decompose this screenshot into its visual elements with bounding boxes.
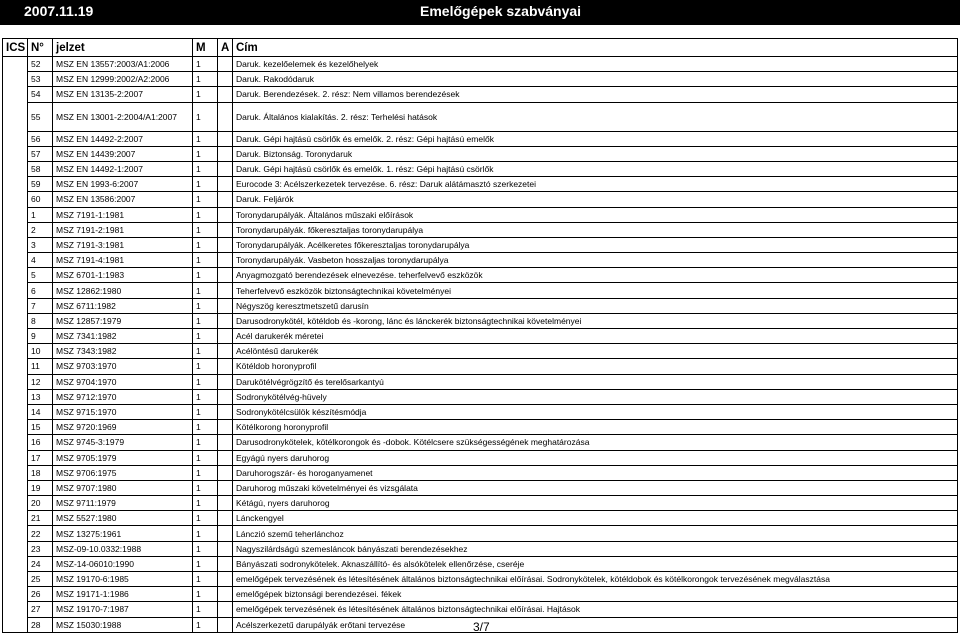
row-a bbox=[218, 344, 233, 359]
row-a bbox=[218, 602, 233, 617]
header-number: N° bbox=[28, 39, 53, 57]
row-cim: Kötéldob horonyprofil bbox=[233, 359, 958, 374]
row-cim: Bányászati sodronykötelek. Aknaszállító- és alsókötelek ellenőrzése, cseréje bbox=[233, 556, 958, 571]
row-number: 9 bbox=[28, 329, 53, 344]
row-m: 1 bbox=[193, 207, 218, 222]
ics-cell bbox=[3, 237, 28, 252]
ics-cell bbox=[3, 480, 28, 495]
row-m: 1 bbox=[193, 87, 218, 102]
row-cim: Daruk. Általános kialakítás. 2. rész: Terhelési hatások bbox=[233, 102, 958, 131]
ics-cell bbox=[3, 420, 28, 435]
row-number: 16 bbox=[28, 435, 53, 450]
row-m: 1 bbox=[193, 435, 218, 450]
row-cim: Acélszerkezetű darupályák erőtani tervezése bbox=[233, 617, 958, 632]
row-jelzet: MSZ 15030:1988 bbox=[53, 617, 193, 632]
row-m: 1 bbox=[193, 496, 218, 511]
row-cim: emelőgépek biztonsági berendezései. fékek bbox=[233, 587, 958, 602]
row-jelzet: MSZ EN 12999:2002/A2:2006 bbox=[53, 72, 193, 87]
row-number: 21 bbox=[28, 511, 53, 526]
row-cim: Teherfelvevő eszközök biztonságtechnikai követelményei bbox=[233, 283, 958, 298]
row-jelzet: MSZ 9705:1979 bbox=[53, 450, 193, 465]
row-jelzet: MSZ EN 1993-6:2007 bbox=[53, 177, 193, 192]
row-a bbox=[218, 57, 233, 72]
row-cim: Daruhorog műszaki követelményei és vizsgálata bbox=[233, 480, 958, 495]
row-m: 1 bbox=[193, 237, 218, 252]
table-row bbox=[3, 298, 958, 313]
row-m: 1 bbox=[193, 404, 218, 419]
ics-cell bbox=[3, 87, 28, 102]
ics-cell bbox=[3, 268, 28, 283]
ics-cell bbox=[3, 511, 28, 526]
row-m: 1 bbox=[193, 72, 218, 87]
row-cim: Sodronykötélvég-hüvely bbox=[233, 389, 958, 404]
ics-cell bbox=[3, 389, 28, 404]
row-m: 1 bbox=[193, 102, 218, 131]
ics-cell bbox=[3, 617, 28, 632]
table-row bbox=[3, 253, 958, 268]
row-a bbox=[218, 177, 233, 192]
row-cim: Acélöntésű darukerék bbox=[233, 344, 958, 359]
row-number: 56 bbox=[28, 131, 53, 146]
row-cim: Daruk. Gépi hajtású csörlők és emelők. 1. rész: Gépi hajtású csörlők bbox=[233, 161, 958, 176]
row-cim: Daruk. Gépi hajtású csörlők és emelők. 2. rész: Gépi hajtású emelők bbox=[233, 131, 958, 146]
ics-cell bbox=[3, 161, 28, 176]
row-jelzet: MSZ 13275:1961 bbox=[53, 526, 193, 541]
row-jelzet: MSZ EN 14492-1:2007 bbox=[53, 161, 193, 176]
row-jelzet: MSZ 7191-3:1981 bbox=[53, 237, 193, 252]
row-number: 54 bbox=[28, 87, 53, 102]
row-number: 20 bbox=[28, 496, 53, 511]
row-cim: emelőgépek tervezésének és létesítésének általános biztonságtechnikai előírásai. Sodronykötelek, kötéldobok és kötélkorongok tervezésének megválasztása bbox=[233, 572, 958, 587]
row-number: 11 bbox=[28, 359, 53, 374]
row-jelzet: MSZ 6711:1982 bbox=[53, 298, 193, 313]
row-cim: Kötélkorong horonyprofil bbox=[233, 420, 958, 435]
row-m: 1 bbox=[193, 420, 218, 435]
row-cim: Daruk. Berendezések. 2. rész: Nem villamos berendezések bbox=[233, 87, 958, 102]
row-m: 1 bbox=[193, 511, 218, 526]
row-jelzet: MSZ 9706:1975 bbox=[53, 465, 193, 480]
ics-cell bbox=[3, 587, 28, 602]
row-a bbox=[218, 450, 233, 465]
row-jelzet: MSZ 7341:1982 bbox=[53, 329, 193, 344]
table-row bbox=[3, 374, 958, 389]
row-a bbox=[218, 313, 233, 328]
table-row bbox=[3, 404, 958, 419]
row-cim: Daruk. Rakodódaruk bbox=[233, 72, 958, 87]
row-jelzet: MSZ 6701-1:1983 bbox=[53, 268, 193, 283]
table-row bbox=[3, 207, 958, 222]
row-jelzet: MSZ 19170-6:1985 bbox=[53, 572, 193, 587]
row-jelzet: MSZ EN 13135-2:2007 bbox=[53, 87, 193, 102]
row-m: 1 bbox=[193, 465, 218, 480]
row-m: 1 bbox=[193, 541, 218, 556]
table-row bbox=[3, 587, 958, 602]
row-number: 7 bbox=[28, 298, 53, 313]
row-number: 10 bbox=[28, 344, 53, 359]
row-number: 58 bbox=[28, 161, 53, 176]
row-jelzet: MSZ 9715:1970 bbox=[53, 404, 193, 419]
row-number: 1 bbox=[28, 207, 53, 222]
row-jelzet: MSZ 7343:1982 bbox=[53, 344, 193, 359]
ics-cell bbox=[3, 404, 28, 419]
ics-cell bbox=[3, 298, 28, 313]
row-a bbox=[218, 102, 233, 131]
row-m: 1 bbox=[193, 526, 218, 541]
row-a bbox=[218, 146, 233, 161]
row-cim: Toronydarupályák. Vasbeton hosszaljas toronydarupálya bbox=[233, 253, 958, 268]
row-m: 1 bbox=[193, 177, 218, 192]
table-row bbox=[3, 359, 958, 374]
ics-cell bbox=[3, 313, 28, 328]
row-jelzet: MSZ 19171-1:1986 bbox=[53, 587, 193, 602]
row-m: 1 bbox=[193, 57, 218, 72]
row-cim: Darusodronykötél, kötéldob és -korong, lánc és lánckerék biztonságtechnikai követelményei bbox=[233, 313, 958, 328]
row-m: 1 bbox=[193, 283, 218, 298]
row-a bbox=[218, 556, 233, 571]
row-a bbox=[218, 359, 233, 374]
table-row bbox=[3, 389, 958, 404]
table-row bbox=[3, 222, 958, 237]
row-number: 4 bbox=[28, 253, 53, 268]
row-a bbox=[218, 465, 233, 480]
ics-cell bbox=[3, 222, 28, 237]
row-cim: Toronydarupályák. főkeresztaljas toronydarupálya bbox=[233, 222, 958, 237]
row-a bbox=[218, 404, 233, 419]
ics-cell bbox=[3, 541, 28, 556]
row-number: 28 bbox=[28, 617, 53, 632]
row-jelzet: MSZ 9707:1980 bbox=[53, 480, 193, 495]
row-a bbox=[218, 207, 233, 222]
table-body bbox=[3, 57, 958, 633]
table-header-row bbox=[3, 39, 958, 57]
row-number: 8 bbox=[28, 313, 53, 328]
header-cim: Cím bbox=[233, 39, 958, 57]
ics-cell bbox=[3, 146, 28, 161]
table-row bbox=[3, 465, 958, 480]
row-a bbox=[218, 587, 233, 602]
row-number: 27 bbox=[28, 602, 53, 617]
row-a bbox=[218, 283, 233, 298]
row-jelzet: MSZ 9745-3:1979 bbox=[53, 435, 193, 450]
row-m: 1 bbox=[193, 344, 218, 359]
row-m: 1 bbox=[193, 298, 218, 313]
ics-cell bbox=[3, 374, 28, 389]
header-a: A bbox=[218, 39, 233, 57]
row-m: 1 bbox=[193, 313, 218, 328]
header-m: M bbox=[193, 39, 218, 57]
table-row bbox=[3, 57, 958, 72]
row-jelzet: MSZ EN 13557:2003/A1:2006 bbox=[53, 57, 193, 72]
row-number: 19 bbox=[28, 480, 53, 495]
row-a bbox=[218, 374, 233, 389]
table-row bbox=[3, 146, 958, 161]
row-jelzet: MSZ-14-06010:1990 bbox=[53, 556, 193, 571]
row-number: 2 bbox=[28, 222, 53, 237]
row-cim: Nagyszilárdságú szemesláncok bányászati berendezésekhez bbox=[233, 541, 958, 556]
ics-cell bbox=[3, 450, 28, 465]
table-row bbox=[3, 87, 958, 102]
table-row bbox=[3, 511, 958, 526]
row-m: 1 bbox=[193, 268, 218, 283]
row-number: 12 bbox=[28, 374, 53, 389]
row-m: 1 bbox=[193, 374, 218, 389]
row-m: 1 bbox=[193, 389, 218, 404]
row-m: 1 bbox=[193, 556, 218, 571]
row-number: 60 bbox=[28, 192, 53, 207]
table-row bbox=[3, 450, 958, 465]
row-cim: Acél darukerék méretei bbox=[233, 329, 958, 344]
row-m: 1 bbox=[193, 192, 218, 207]
table-row bbox=[3, 192, 958, 207]
row-cim: Lánckengyel bbox=[233, 511, 958, 526]
row-number: 5 bbox=[28, 268, 53, 283]
table-row bbox=[3, 496, 958, 511]
row-cim: Darusodronykötelek, kötélkorongok és -dobok. Kötélcsere szükségességének meghatározása bbox=[233, 435, 958, 450]
document-title: Emelőgépek szabványai bbox=[420, 3, 582, 19]
row-jelzet: MSZ 5527:1980 bbox=[53, 511, 193, 526]
row-number: 57 bbox=[28, 146, 53, 161]
table-row bbox=[3, 283, 958, 298]
table-row bbox=[3, 131, 958, 146]
row-number: 15 bbox=[28, 420, 53, 435]
table-row bbox=[3, 526, 958, 541]
table-row bbox=[3, 420, 958, 435]
row-cim: emelőgépek tervezésének és létesítésének általános biztonságtechnikai előírásai. Hajtások bbox=[233, 602, 958, 617]
row-number: 22 bbox=[28, 526, 53, 541]
row-number: 17 bbox=[28, 450, 53, 465]
title-bar bbox=[0, 0, 960, 25]
row-cim: Daruk. Feljárók bbox=[233, 192, 958, 207]
row-jelzet: MSZ EN 13586:2007 bbox=[53, 192, 193, 207]
table-row bbox=[3, 572, 958, 587]
row-cim: Négyszög keresztmetszetű darusín bbox=[233, 298, 958, 313]
ics-cell bbox=[3, 253, 28, 268]
header-jelzet: jelzet bbox=[53, 39, 193, 57]
ics-cell bbox=[3, 131, 28, 146]
ics-cell bbox=[3, 465, 28, 480]
row-cim: Eurocode 3: Acélszerkezetek tervezése. 6. rész: Daruk alátámasztó szerkezetei bbox=[233, 177, 958, 192]
row-jelzet: MSZ EN 13001-2:2004/A1:2007 bbox=[53, 102, 193, 131]
row-number: 52 bbox=[28, 57, 53, 72]
row-cim: Toronydarupályák. Acélkeretes főkeresztaljas toronydarupálya bbox=[233, 237, 958, 252]
ics-cell bbox=[3, 102, 28, 131]
row-m: 1 bbox=[193, 131, 218, 146]
row-jelzet: MSZ EN 14439:2007 bbox=[53, 146, 193, 161]
row-a bbox=[218, 192, 233, 207]
row-m: 1 bbox=[193, 253, 218, 268]
row-a bbox=[218, 329, 233, 344]
row-jelzet: MSZ 7191-4:1981 bbox=[53, 253, 193, 268]
row-number: 26 bbox=[28, 587, 53, 602]
row-cim: Lánczió szemű teherlánchoz bbox=[233, 526, 958, 541]
ics-cell bbox=[3, 496, 28, 511]
row-jelzet: MSZ 9720:1969 bbox=[53, 420, 193, 435]
row-a bbox=[218, 480, 233, 495]
row-jelzet: MSZ 9712:1970 bbox=[53, 389, 193, 404]
row-number: 55 bbox=[28, 102, 53, 131]
header-date: 2007.11.19 bbox=[24, 3, 94, 19]
table-row bbox=[3, 480, 958, 495]
row-a bbox=[218, 572, 233, 587]
ics-cell bbox=[3, 526, 28, 541]
row-jelzet: MSZ 12857:1979 bbox=[53, 313, 193, 328]
row-m: 1 bbox=[193, 329, 218, 344]
row-jelzet: MSZ 7191-1:1981 bbox=[53, 207, 193, 222]
standards-table bbox=[2, 38, 958, 633]
row-a bbox=[218, 87, 233, 102]
row-jelzet: MSZ 7191-2:1981 bbox=[53, 222, 193, 237]
row-number: 14 bbox=[28, 404, 53, 419]
row-a bbox=[218, 253, 233, 268]
table-row bbox=[3, 435, 958, 450]
header-ics: ICS bbox=[3, 39, 28, 57]
row-m: 1 bbox=[193, 146, 218, 161]
row-m: 1 bbox=[193, 222, 218, 237]
row-number: 18 bbox=[28, 465, 53, 480]
row-a bbox=[218, 298, 233, 313]
row-number: 24 bbox=[28, 556, 53, 571]
row-cim: Daruhorogszár- és horoganyamenet bbox=[233, 465, 958, 480]
ics-cell bbox=[3, 57, 28, 72]
row-jelzet: MSZ-09-10.0332:1988 bbox=[53, 541, 193, 556]
row-cim: Sodronykötélcsülök készítésmódja bbox=[233, 404, 958, 419]
row-jelzet: MSZ EN 14492-2:2007 bbox=[53, 131, 193, 146]
row-m: 1 bbox=[193, 359, 218, 374]
table-row bbox=[3, 344, 958, 359]
table-row bbox=[3, 237, 958, 252]
table-row bbox=[3, 541, 958, 556]
row-a bbox=[218, 237, 233, 252]
table-row bbox=[3, 161, 958, 176]
row-jelzet: MSZ 9704:1970 bbox=[53, 374, 193, 389]
ics-cell bbox=[3, 283, 28, 298]
row-jelzet: MSZ 9703:1970 bbox=[53, 359, 193, 374]
ics-cell bbox=[3, 435, 28, 450]
row-number: 59 bbox=[28, 177, 53, 192]
ics-cell bbox=[3, 177, 28, 192]
table-row bbox=[3, 102, 958, 131]
row-a bbox=[218, 222, 233, 237]
ics-cell bbox=[3, 344, 28, 359]
table-row bbox=[3, 556, 958, 571]
row-m: 1 bbox=[193, 161, 218, 176]
table-row bbox=[3, 268, 958, 283]
row-cim: Anyagmozgató berendezések elnevezése. teherfelvevő eszközök bbox=[233, 268, 958, 283]
row-a bbox=[218, 496, 233, 511]
page-number: 3/7 bbox=[473, 620, 490, 634]
table-row bbox=[3, 313, 958, 328]
row-a bbox=[218, 541, 233, 556]
row-a bbox=[218, 161, 233, 176]
row-a bbox=[218, 526, 233, 541]
ics-cell bbox=[3, 329, 28, 344]
row-m: 1 bbox=[193, 450, 218, 465]
row-cim: Daruk. Biztonság. Toronydaruk bbox=[233, 146, 958, 161]
ics-cell bbox=[3, 359, 28, 374]
ics-cell bbox=[3, 602, 28, 617]
row-cim: Kétágú, nyers daruhorog bbox=[233, 496, 958, 511]
row-cim: Toronydarupályák. Általános műszaki előírások bbox=[233, 207, 958, 222]
row-cim: Darukötélvégrögzítő és terelősarkantyú bbox=[233, 374, 958, 389]
row-number: 53 bbox=[28, 72, 53, 87]
row-cim: Egyágú nyers daruhorog bbox=[233, 450, 958, 465]
table-row bbox=[3, 177, 958, 192]
row-a bbox=[218, 389, 233, 404]
row-a bbox=[218, 420, 233, 435]
row-a bbox=[218, 131, 233, 146]
table-row bbox=[3, 72, 958, 87]
row-jelzet: MSZ 12862:1980 bbox=[53, 283, 193, 298]
row-number: 25 bbox=[28, 572, 53, 587]
row-a bbox=[218, 72, 233, 87]
row-m: 1 bbox=[193, 617, 218, 632]
row-jelzet: MSZ 9711:1979 bbox=[53, 496, 193, 511]
row-a bbox=[218, 617, 233, 632]
ics-cell bbox=[3, 572, 28, 587]
ics-cell bbox=[3, 556, 28, 571]
row-m: 1 bbox=[193, 572, 218, 587]
ics-cell bbox=[3, 72, 28, 87]
row-number: 23 bbox=[28, 541, 53, 556]
row-number: 13 bbox=[28, 389, 53, 404]
row-m: 1 bbox=[193, 602, 218, 617]
table-row bbox=[3, 329, 958, 344]
row-m: 1 bbox=[193, 587, 218, 602]
row-a bbox=[218, 435, 233, 450]
table-row bbox=[3, 602, 958, 617]
ics-cell bbox=[3, 207, 28, 222]
row-number: 6 bbox=[28, 283, 53, 298]
row-m: 1 bbox=[193, 480, 218, 495]
row-a bbox=[218, 268, 233, 283]
ics-cell bbox=[3, 192, 28, 207]
row-a bbox=[218, 511, 233, 526]
row-cim: Daruk. kezelőelemek és kezelőhelyek bbox=[233, 57, 958, 72]
row-number: 3 bbox=[28, 237, 53, 252]
row-jelzet: MSZ 19170-7:1987 bbox=[53, 602, 193, 617]
